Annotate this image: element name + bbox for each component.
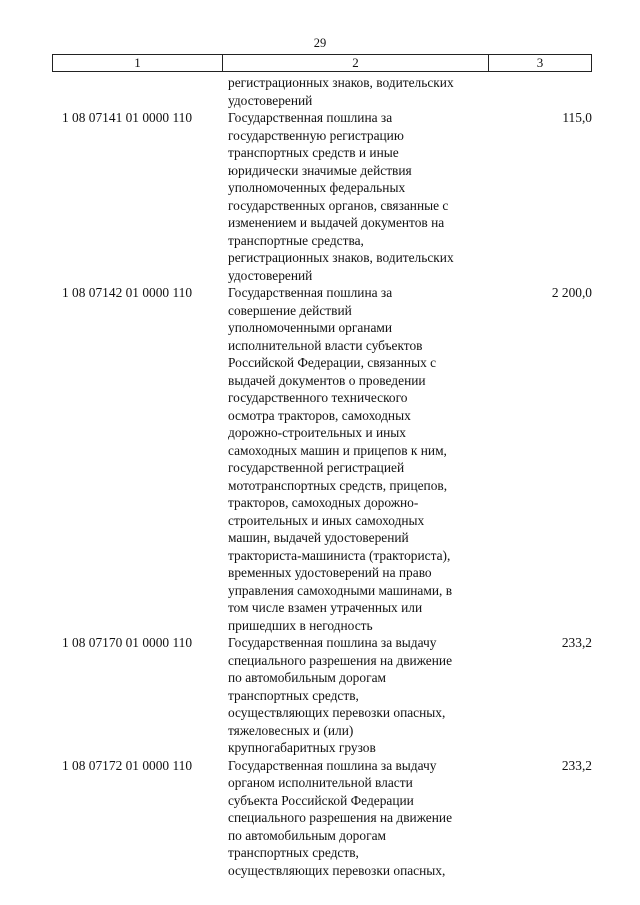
description-line: Государственная пошлина за выдачу xyxy=(228,635,437,650)
description-line: Российской Федерации, связанных с xyxy=(228,355,437,370)
description-line: государственной регистрацией xyxy=(228,460,405,475)
description-line: строительных и иных самоходных xyxy=(228,512,425,528)
description-line: уполномоченными органами xyxy=(228,320,393,335)
continuation-line: регистрационных знаков, водительских xyxy=(228,75,454,90)
income-description xyxy=(228,757,492,880)
description-line: государственную регистрацию xyxy=(228,127,404,143)
income-description xyxy=(228,634,492,757)
description-line: дорожно-строительных и иных xyxy=(228,425,406,440)
header-col-2: 2 xyxy=(223,55,489,71)
description-line: изменением и выдачей документов на xyxy=(228,215,445,230)
continuation-line: удостоверений xyxy=(228,92,313,108)
description-line: крупногабаритных грузов xyxy=(228,740,376,755)
description-line: исполнительной власти субъектов xyxy=(228,337,423,353)
description-line: юридически значимые действия xyxy=(228,162,412,178)
budget-classification-code: 1 08 07172 01 0000 110 xyxy=(62,757,193,773)
description-line: субъекта Российской Федерации xyxy=(228,792,414,808)
description-line: осуществляющих перевозки опасных, xyxy=(228,705,446,720)
budget-classification-code: 1 08 07141 01 0000 110 xyxy=(62,110,193,125)
description-line: временных удостоверений на право xyxy=(228,565,432,580)
description-line: управления самоходными машинами, в xyxy=(228,582,453,598)
table-row xyxy=(52,634,592,757)
description-line: выдачей документов о проведении xyxy=(228,372,426,388)
description-line: совершение действий xyxy=(228,302,352,318)
description-line: тракториста-машиниста (тракториста), xyxy=(228,547,451,563)
description-line: уполномоченных федеральных xyxy=(228,180,406,195)
description-line: пришедших в негодность xyxy=(228,617,373,633)
continuation-text xyxy=(52,74,492,109)
description-line: специального разрешения на движение xyxy=(228,652,453,668)
description-line: удостоверений xyxy=(228,267,313,283)
description-line: Государственная пошлина за xyxy=(228,110,393,125)
table-body xyxy=(52,74,592,879)
description-line: по автомобильным дорогам xyxy=(228,827,386,843)
amount-value: 233,2 xyxy=(561,635,592,650)
income-description xyxy=(228,109,492,284)
amount-value: 2 200,0 xyxy=(551,285,592,300)
description-line: регистрационных знаков, водительских xyxy=(228,250,454,265)
description-line: транспортных средств и иные xyxy=(228,145,399,160)
description-line: тяжеловесных и (или) xyxy=(228,722,354,738)
description-line: государственных органов, связанные с xyxy=(228,197,449,213)
description-line: Государственная пошлина за xyxy=(228,285,393,300)
description-line: специального разрешения на движение xyxy=(228,810,453,825)
table-row xyxy=(52,757,592,880)
description-line: транспортных средств, xyxy=(228,845,359,860)
income-description xyxy=(228,284,492,634)
description-line: том числе взамен утраченных или xyxy=(228,600,423,615)
description-line: транспортные средства, xyxy=(228,232,364,248)
description-line: транспортных средств, xyxy=(228,687,359,703)
description-line: осмотра тракторов, самоходных xyxy=(228,407,411,423)
description-line: самоходных машин и прицепов к ним, xyxy=(228,442,447,458)
description-line: Государственная пошлина за выдачу xyxy=(228,757,437,773)
table-row xyxy=(52,284,592,634)
amount-value: 115,0 xyxy=(562,110,592,125)
description-line: мототранспортных средств, прицепов, xyxy=(228,477,448,493)
description-line: государственного технического xyxy=(228,390,408,405)
table-header xyxy=(52,54,592,72)
description-line: машин, выдачей удостоверений xyxy=(228,530,409,545)
budget-classification-code: 1 08 07142 01 0000 110 xyxy=(62,285,193,300)
description-line: тракторов, самоходных дорожно- xyxy=(228,495,419,510)
table-rows xyxy=(52,109,592,879)
page-number: 29 xyxy=(313,36,327,50)
budget-classification-code: 1 08 07170 01 0000 110 xyxy=(62,635,193,650)
description-line: по автомобильным дорогам xyxy=(228,670,386,685)
table-row xyxy=(52,109,592,284)
header-col-1: 1 xyxy=(53,55,223,71)
description-line: органом исполнительной власти xyxy=(228,775,413,790)
header-col-3: 3 xyxy=(536,55,544,70)
description-line: осуществляющих перевозки опасных, xyxy=(228,862,446,878)
amount-value: 233,2 xyxy=(561,757,592,773)
